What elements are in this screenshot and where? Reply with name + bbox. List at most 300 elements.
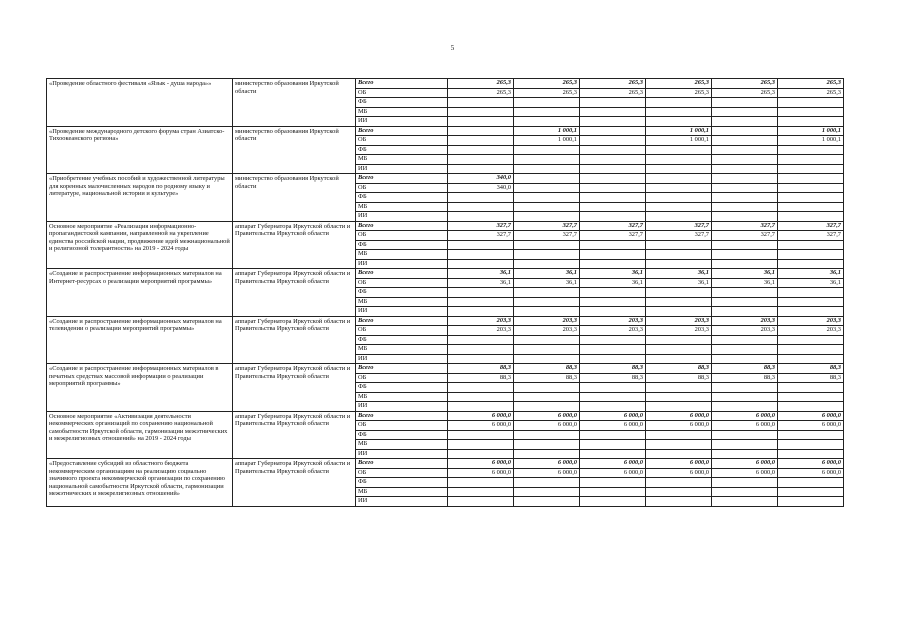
amount-cell: 88,3 <box>778 364 844 374</box>
funding-source-cell: Всего <box>356 411 448 421</box>
executor-cell: аппарат Губернатора Иркутской области и Правительства Иркутской области <box>233 411 356 459</box>
amount-cell <box>712 250 778 260</box>
amount-cell <box>448 259 514 269</box>
amount-cell <box>580 126 646 136</box>
amount-cell <box>712 345 778 355</box>
amount-cell <box>448 497 514 507</box>
amount-cell <box>514 335 580 345</box>
amount-cell <box>646 117 712 127</box>
funding-source-cell: ОБ <box>356 136 448 146</box>
amount-cell <box>712 392 778 402</box>
amount-cell <box>646 202 712 212</box>
activity-name-cell: «Создание и распространение информационных материалов в печатных средствах массовой информации о реализации мероприятий программы» <box>47 364 233 412</box>
amount-cell <box>646 335 712 345</box>
amount-cell <box>778 440 844 450</box>
amount-cell: 6 000,0 <box>580 459 646 469</box>
amount-cell <box>778 307 844 317</box>
amount-cell: 265,3 <box>514 79 580 89</box>
amount-cell: 1 000,1 <box>778 136 844 146</box>
amount-cell <box>712 126 778 136</box>
funding-source-cell: МБ <box>356 155 448 165</box>
executor-cell: аппарат Губернатора Иркутской области и Правительства Иркутской области <box>233 269 356 317</box>
amount-cell: 36,1 <box>712 269 778 279</box>
amount-cell <box>712 383 778 393</box>
amount-cell <box>712 164 778 174</box>
amount-cell <box>514 155 580 165</box>
amount-cell <box>646 174 712 184</box>
amount-cell <box>580 449 646 459</box>
amount-cell <box>580 145 646 155</box>
amount-cell <box>646 212 712 222</box>
funding-source-cell: ИИ <box>356 402 448 412</box>
amount-cell: 36,1 <box>712 278 778 288</box>
amount-cell <box>448 107 514 117</box>
amount-cell <box>448 307 514 317</box>
amount-cell: 203,3 <box>646 326 712 336</box>
amount-cell <box>778 383 844 393</box>
funding-source-cell: Всего <box>356 79 448 89</box>
amount-cell: 36,1 <box>646 278 712 288</box>
amount-cell <box>712 307 778 317</box>
amount-cell: 203,3 <box>448 326 514 336</box>
amount-cell <box>712 107 778 117</box>
amount-cell <box>712 440 778 450</box>
amount-cell <box>712 297 778 307</box>
funding-source-cell: Всего <box>356 126 448 136</box>
amount-cell <box>778 98 844 108</box>
funding-source-cell: ФБ <box>356 288 448 298</box>
amount-cell <box>514 183 580 193</box>
amount-cell: 327,7 <box>646 231 712 241</box>
funding-source-cell: ИИ <box>356 259 448 269</box>
amount-cell: 88,3 <box>778 373 844 383</box>
amount-cell <box>646 183 712 193</box>
amount-cell <box>646 392 712 402</box>
amount-cell <box>646 240 712 250</box>
amount-cell: 88,3 <box>646 364 712 374</box>
amount-cell <box>778 354 844 364</box>
amount-cell <box>580 307 646 317</box>
funding-source-cell: Всего <box>356 459 448 469</box>
amount-cell: 6 000,0 <box>712 411 778 421</box>
amount-cell: 36,1 <box>448 269 514 279</box>
amount-cell: 1 000,1 <box>646 136 712 146</box>
amount-cell: 327,7 <box>580 231 646 241</box>
amount-cell <box>448 449 514 459</box>
amount-cell: 1 000,1 <box>646 126 712 136</box>
amount-cell <box>712 183 778 193</box>
amount-cell: 36,1 <box>580 269 646 279</box>
amount-cell <box>580 430 646 440</box>
activity-name-cell: Основное мероприятие «Реализация информационно-пропагандистской кампании, направленной на укрепление единства российской нации, продвижение идей межнациональной и религиозной толерантности» на 2019 - 2024 годы <box>47 221 233 269</box>
amount-cell: 327,7 <box>580 221 646 231</box>
amount-cell <box>778 193 844 203</box>
amount-cell: 327,7 <box>514 231 580 241</box>
amount-cell <box>712 174 778 184</box>
activity-name-cell: «Предоставление субсидий из областного бюджета некоммерческим организациям на реализацию социально значимого проекта некоммерческой организации по сохранению национальной самобытности Иркутской области, гармонизации межэтнических и межрелигиозных отношений» <box>47 459 233 507</box>
amount-cell: 265,3 <box>448 88 514 98</box>
amount-cell <box>778 288 844 298</box>
amount-cell <box>580 117 646 127</box>
amount-cell: 6 000,0 <box>448 421 514 431</box>
funding-source-cell: МБ <box>356 392 448 402</box>
amount-cell <box>646 98 712 108</box>
funding-source-cell: ИИ <box>356 354 448 364</box>
funding-source-cell: МБ <box>356 487 448 497</box>
amount-cell <box>778 259 844 269</box>
amount-cell: 6 000,0 <box>712 459 778 469</box>
amount-cell <box>778 449 844 459</box>
amount-cell: 327,7 <box>778 231 844 241</box>
amount-cell: 203,3 <box>646 316 712 326</box>
executor-cell: аппарат Губернатора Иркутской области и Правительства Иркутской области <box>233 459 356 507</box>
amount-cell <box>580 164 646 174</box>
amount-cell: 203,3 <box>580 326 646 336</box>
amount-cell <box>712 212 778 222</box>
funding-source-cell: ФБ <box>356 478 448 488</box>
amount-cell <box>580 98 646 108</box>
amount-cell <box>514 193 580 203</box>
amount-cell <box>580 288 646 298</box>
amount-cell <box>514 212 580 222</box>
amount-cell <box>514 117 580 127</box>
funding-source-cell: ИИ <box>356 449 448 459</box>
amount-cell <box>646 259 712 269</box>
amount-cell <box>646 430 712 440</box>
amount-cell <box>514 430 580 440</box>
amount-cell: 88,3 <box>448 364 514 374</box>
funding-source-cell: ФБ <box>356 98 448 108</box>
amount-cell <box>580 345 646 355</box>
amount-cell <box>514 449 580 459</box>
amount-cell <box>712 117 778 127</box>
amount-cell <box>514 202 580 212</box>
amount-cell <box>712 335 778 345</box>
amount-cell <box>448 136 514 146</box>
amount-cell: 327,7 <box>712 221 778 231</box>
table-row <box>47 174 844 184</box>
funding-source-cell: ОБ <box>356 326 448 336</box>
amount-cell: 203,3 <box>712 316 778 326</box>
amount-cell <box>580 354 646 364</box>
funding-source-cell: ФБ <box>356 430 448 440</box>
amount-cell <box>712 155 778 165</box>
amount-cell: 265,3 <box>646 88 712 98</box>
amount-cell <box>646 288 712 298</box>
amount-cell <box>448 250 514 260</box>
amount-cell <box>712 202 778 212</box>
amount-cell <box>580 107 646 117</box>
amount-cell <box>580 487 646 497</box>
amount-cell <box>712 402 778 412</box>
amount-cell <box>514 240 580 250</box>
amount-cell <box>448 288 514 298</box>
amount-cell: 340,0 <box>448 183 514 193</box>
amount-cell <box>514 145 580 155</box>
amount-cell <box>646 193 712 203</box>
amount-cell <box>448 145 514 155</box>
amount-cell: 203,3 <box>514 326 580 336</box>
amount-cell <box>448 240 514 250</box>
amount-cell <box>778 183 844 193</box>
amount-cell <box>646 440 712 450</box>
funding-source-cell: Всего <box>356 221 448 231</box>
amount-cell <box>646 164 712 174</box>
amount-cell <box>514 392 580 402</box>
amount-cell <box>646 354 712 364</box>
amount-cell: 6 000,0 <box>646 421 712 431</box>
amount-cell <box>448 392 514 402</box>
funding-source-cell: ФБ <box>356 240 448 250</box>
amount-cell <box>448 212 514 222</box>
amount-cell <box>646 155 712 165</box>
amount-cell <box>646 250 712 260</box>
amount-cell: 88,3 <box>580 364 646 374</box>
amount-cell <box>448 478 514 488</box>
amount-cell <box>778 155 844 165</box>
amount-cell: 203,3 <box>778 316 844 326</box>
amount-cell <box>514 383 580 393</box>
amount-cell <box>646 107 712 117</box>
amount-cell <box>580 212 646 222</box>
amount-cell: 36,1 <box>646 269 712 279</box>
amount-cell <box>712 487 778 497</box>
amount-cell: 6 000,0 <box>580 421 646 431</box>
amount-cell <box>448 117 514 127</box>
amount-cell <box>646 307 712 317</box>
amount-cell <box>514 307 580 317</box>
amount-cell <box>778 430 844 440</box>
amount-cell <box>646 402 712 412</box>
amount-cell: 6 000,0 <box>778 468 844 478</box>
amount-cell <box>514 402 580 412</box>
amount-cell <box>712 145 778 155</box>
funding-source-cell: ОБ <box>356 468 448 478</box>
amount-cell <box>580 392 646 402</box>
amount-cell: 88,3 <box>712 364 778 374</box>
table-row <box>47 316 844 326</box>
funding-source-cell: ИИ <box>356 117 448 127</box>
executor-cell: министерство образования Иркутской области <box>233 174 356 222</box>
amount-cell <box>580 136 646 146</box>
amount-cell <box>580 478 646 488</box>
amount-cell: 36,1 <box>514 269 580 279</box>
amount-cell <box>778 202 844 212</box>
table-row <box>47 411 844 421</box>
amount-cell: 6 000,0 <box>646 411 712 421</box>
amount-cell <box>580 297 646 307</box>
amount-cell: 36,1 <box>778 278 844 288</box>
amount-cell <box>778 497 844 507</box>
amount-cell: 265,3 <box>778 88 844 98</box>
amount-cell <box>580 155 646 165</box>
amount-cell <box>646 487 712 497</box>
amount-cell: 36,1 <box>778 269 844 279</box>
amount-cell: 36,1 <box>514 278 580 288</box>
amount-cell: 203,3 <box>712 326 778 336</box>
amount-cell <box>778 487 844 497</box>
activity-name-cell: «Приобретение учебных пособий и художественной литературы для коренных малочисленных народов по родному языку и литературе, национальной истории и культуре» <box>47 174 233 222</box>
executor-cell: аппарат Губернатора Иркутской области и Правительства Иркутской области <box>233 316 356 364</box>
amount-cell <box>712 430 778 440</box>
funding-source-cell: ФБ <box>356 193 448 203</box>
amount-cell: 88,3 <box>514 364 580 374</box>
amount-cell: 6 000,0 <box>448 411 514 421</box>
amount-cell: 203,3 <box>448 316 514 326</box>
amount-cell: 265,3 <box>646 79 712 89</box>
amount-cell: 6 000,0 <box>580 468 646 478</box>
amount-cell <box>712 136 778 146</box>
activity-name-cell: «Проведение международного детского форума стран Азиатско-Тихоокеанского региона» <box>47 126 233 174</box>
amount-cell <box>778 402 844 412</box>
funding-source-cell: Всего <box>356 269 448 279</box>
amount-cell <box>778 392 844 402</box>
amount-cell: 88,3 <box>448 373 514 383</box>
amount-cell: 265,3 <box>712 88 778 98</box>
executor-cell: министерство образования Иркутской области <box>233 126 356 174</box>
table-row <box>47 459 844 469</box>
amount-cell <box>778 174 844 184</box>
amount-cell <box>514 345 580 355</box>
amount-cell <box>778 250 844 260</box>
amount-cell: 6 000,0 <box>778 459 844 469</box>
amount-cell <box>580 335 646 345</box>
amount-cell <box>448 383 514 393</box>
amount-cell: 327,7 <box>448 231 514 241</box>
funding-source-cell: ОБ <box>356 421 448 431</box>
amount-cell <box>778 240 844 250</box>
amount-cell: 1 000,1 <box>514 126 580 136</box>
amount-cell <box>646 383 712 393</box>
amount-cell <box>712 240 778 250</box>
amount-cell <box>712 193 778 203</box>
funding-source-cell: ИИ <box>356 164 448 174</box>
executor-cell: аппарат Губернатора Иркутской области и Правительства Иркутской области <box>233 364 356 412</box>
activity-name-cell: «Создание и распространение информационных материалов на Интернет-ресурсах о реализации мероприятий программы» <box>47 269 233 317</box>
amount-cell: 203,3 <box>778 326 844 336</box>
amount-cell: 6 000,0 <box>448 459 514 469</box>
funding-source-cell: МБ <box>356 297 448 307</box>
amount-cell: 203,3 <box>580 316 646 326</box>
amount-cell: 6 000,0 <box>448 468 514 478</box>
amount-cell <box>448 335 514 345</box>
amount-cell <box>514 288 580 298</box>
amount-cell <box>514 487 580 497</box>
amount-cell: 203,3 <box>514 316 580 326</box>
funding-source-cell: ФБ <box>356 383 448 393</box>
amount-cell: 6 000,0 <box>514 421 580 431</box>
amount-cell <box>448 155 514 165</box>
amount-cell: 6 000,0 <box>514 411 580 421</box>
table-row <box>47 364 844 374</box>
amount-cell <box>580 440 646 450</box>
page-number: 5 <box>450 44 455 52</box>
amount-cell <box>448 297 514 307</box>
amount-cell <box>514 259 580 269</box>
amount-cell <box>514 164 580 174</box>
amount-cell <box>514 297 580 307</box>
amount-cell <box>514 250 580 260</box>
funding-source-cell: ИИ <box>356 497 448 507</box>
amount-cell: 88,3 <box>646 373 712 383</box>
amount-cell <box>646 145 712 155</box>
table-row <box>47 79 844 89</box>
amount-cell <box>712 259 778 269</box>
funding-source-cell: ИИ <box>356 212 448 222</box>
amount-cell <box>712 98 778 108</box>
amount-cell <box>712 354 778 364</box>
amount-cell <box>448 202 514 212</box>
amount-cell <box>448 345 514 355</box>
funding-source-cell: ОБ <box>356 88 448 98</box>
amount-cell <box>448 98 514 108</box>
activity-name-cell: «Проведение областного фестиваля «Язык - душа народа»» <box>47 79 233 127</box>
funding-source-cell: ФБ <box>356 145 448 155</box>
amount-cell <box>580 174 646 184</box>
amount-cell <box>580 240 646 250</box>
amount-cell <box>712 478 778 488</box>
amount-cell <box>580 383 646 393</box>
funding-source-cell: ФБ <box>356 335 448 345</box>
amount-cell <box>646 478 712 488</box>
amount-cell: 88,3 <box>712 373 778 383</box>
funding-source-cell: Всего <box>356 364 448 374</box>
amount-cell <box>448 354 514 364</box>
amount-cell <box>514 440 580 450</box>
funding-source-cell: ОБ <box>356 373 448 383</box>
amount-cell <box>514 497 580 507</box>
activity-name-cell: Основное мероприятие «Активизация деятельности некоммерческих организаций по сохранению национальной самобытности Иркутской области, гармонизации межэтнических и межрелигиозных отношений» на 2019 - 2024 годы <box>47 411 233 459</box>
amount-cell <box>778 117 844 127</box>
amount-cell: 327,7 <box>778 221 844 231</box>
amount-cell: 6 000,0 <box>514 459 580 469</box>
amount-cell <box>778 164 844 174</box>
amount-cell <box>778 345 844 355</box>
amount-cell: 6 000,0 <box>646 468 712 478</box>
amount-cell: 6 000,0 <box>778 411 844 421</box>
amount-cell <box>448 487 514 497</box>
amount-cell <box>778 145 844 155</box>
amount-cell: 265,3 <box>580 88 646 98</box>
amount-cell <box>712 449 778 459</box>
amount-cell <box>514 478 580 488</box>
amount-cell <box>580 259 646 269</box>
amount-cell: 327,7 <box>646 221 712 231</box>
amount-cell: 265,3 <box>712 79 778 89</box>
amount-cell <box>646 345 712 355</box>
amount-cell <box>514 354 580 364</box>
table-row <box>47 126 844 136</box>
amount-cell: 265,3 <box>448 79 514 89</box>
amount-cell <box>778 212 844 222</box>
amount-cell: 327,7 <box>514 221 580 231</box>
amount-cell <box>514 107 580 117</box>
table-row <box>47 221 844 231</box>
amount-cell: 6 000,0 <box>712 421 778 431</box>
amount-cell <box>580 402 646 412</box>
amount-cell: 340,0 <box>448 174 514 184</box>
amount-cell <box>448 402 514 412</box>
amount-cell <box>778 478 844 488</box>
amount-cell <box>580 193 646 203</box>
funding-source-cell: МБ <box>356 107 448 117</box>
amount-cell <box>712 288 778 298</box>
amount-cell <box>580 250 646 260</box>
funding-source-cell: Всего <box>356 174 448 184</box>
amount-cell <box>778 107 844 117</box>
amount-cell <box>448 193 514 203</box>
amount-cell <box>448 164 514 174</box>
